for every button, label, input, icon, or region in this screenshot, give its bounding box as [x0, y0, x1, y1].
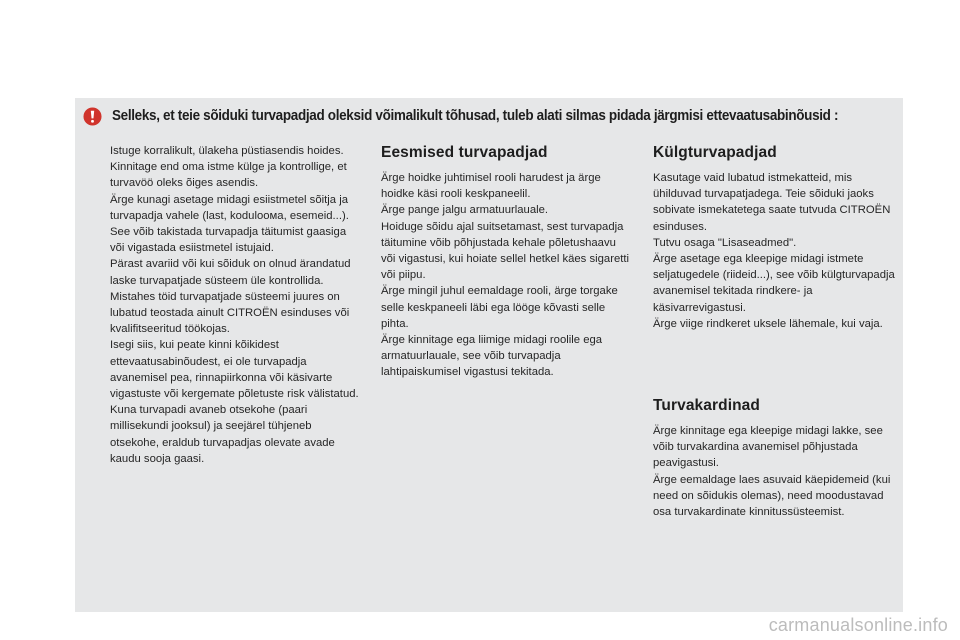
- warning-text: Selleks, et teie sõiduki turvapadjad oleksid võimalikult tõhusad, tuleb alati silmas pidada järgmisi ettevaatusabinõusid :: [112, 108, 839, 124]
- paragraph: Kinnitage end oma istme külge ja kontrollige, et turvavöö oleks õiges asendis.: [110, 161, 347, 190]
- column-front-airbags: [381, 143, 631, 381]
- paragraph: Hoiduge sõidu ajal suitsetamast, sest turvapadja täitumine võib põhjustada kehale põletushaavu või vigastusi, kui hoiate sellel hetkel käes sigaretti või piipu.: [381, 220, 630, 282]
- section-heading: Turvakardinad: [653, 397, 760, 414]
- paragraph: Ärge viige rindkeret uksele lähemale, kui vaja.: [653, 317, 883, 330]
- paragraph: Isegi siis, kui peate kinni kõikidest ettevaatusabinõudest, ei ole turvapadja avanemisel pea, rinnapiirkonna või käsivarte vigastuste või kergemate põletuste risk välistatud. Kuna turvapadi avaneb otsekohe (paari millisekundi jooksul) ja seejärel tühjeneb otsekohe, eraldub turvapadjas olevate avade kaudu sooja gaasi.: [110, 339, 359, 465]
- paragraph: Ärge asetage ega kleepige midagi istmete seljatugedele (riideid...), see võib külgturvapadja avanemisel tekitada rindkere- ja käsivarrevigastusi.: [653, 253, 895, 314]
- column-side-airbags: [653, 143, 903, 332]
- paragraph: Ärge hoidke juhtimisel rooli harudest ja ärge hoidke käsi rooli keskpaneelil.: [381, 172, 601, 201]
- watermark: carmanualsonline.info: [768, 615, 948, 635]
- paragraph: Ärge mingil juhul eemaldage rooli, ärge torgake selle keskpaneeli läbi ega lööge kõvasti selle pihta.: [381, 285, 618, 330]
- paragraph: Ärge kinnitage ega kleepige midagi lakke, see võib turvakardina avanemisel põhjustada peavigastusi.: [653, 425, 883, 470]
- paragraph: Istuge korralikult, ülakeha püstiasendis hoides.: [110, 145, 344, 157]
- section-heading: Külgturvapadjad: [653, 144, 777, 161]
- section-heading: Eesmised turvapadjad: [381, 144, 548, 161]
- paragraph: Ärge kinnitage ega liimige midagi roolile ega armatuurlauale, see võib turvapadja lahtipaiskumisel vigastusi tekitada.: [381, 334, 603, 379]
- warning-exclamation-icon: [83, 107, 102, 126]
- paragraph: Kasutage vaid lubatud istmekatteid, mis ühilduvad turvapatjadega. Teie sõiduki jaoks sobivate ismekatetega saate tutvuda CITROËN esinduses.: [653, 172, 891, 233]
- paragraph: Ärge kunagi asetage midagi esiistmetel sõitja ja turvapadja vahele (last, koduloома, esemeid...). See võib takistada turvapadja täitumist gaasiga või vigastada esiistmetel istujaid.: [110, 193, 349, 255]
- paragraph: Mistahes töid turvapatjade süsteemi juures on lubatud teostada ainult CITROËN esinduses või kvalifitseeritud töökojas.: [110, 290, 350, 336]
- column-curtain-airbags: [653, 396, 903, 520]
- paragraph: Pärast avariid või kui sõiduk on olnud ärandatud laske turvapatjade süsteem üle kontrollida.: [110, 258, 351, 287]
- paragraph: Tutvu osaga "Lisaseadmed".: [653, 236, 797, 249]
- paragraph: Ärge pange jalgu armatuurlauale.: [381, 204, 549, 217]
- column-general-precautions: [110, 143, 360, 467]
- paragraph: Ärge eemaldage laes asuvaid käepidemeid (kui need on sõidukis olemas), need moodustavad osa turvakardinate kinnitussüsteemist.: [653, 473, 891, 519]
- warning-header: [83, 105, 903, 127]
